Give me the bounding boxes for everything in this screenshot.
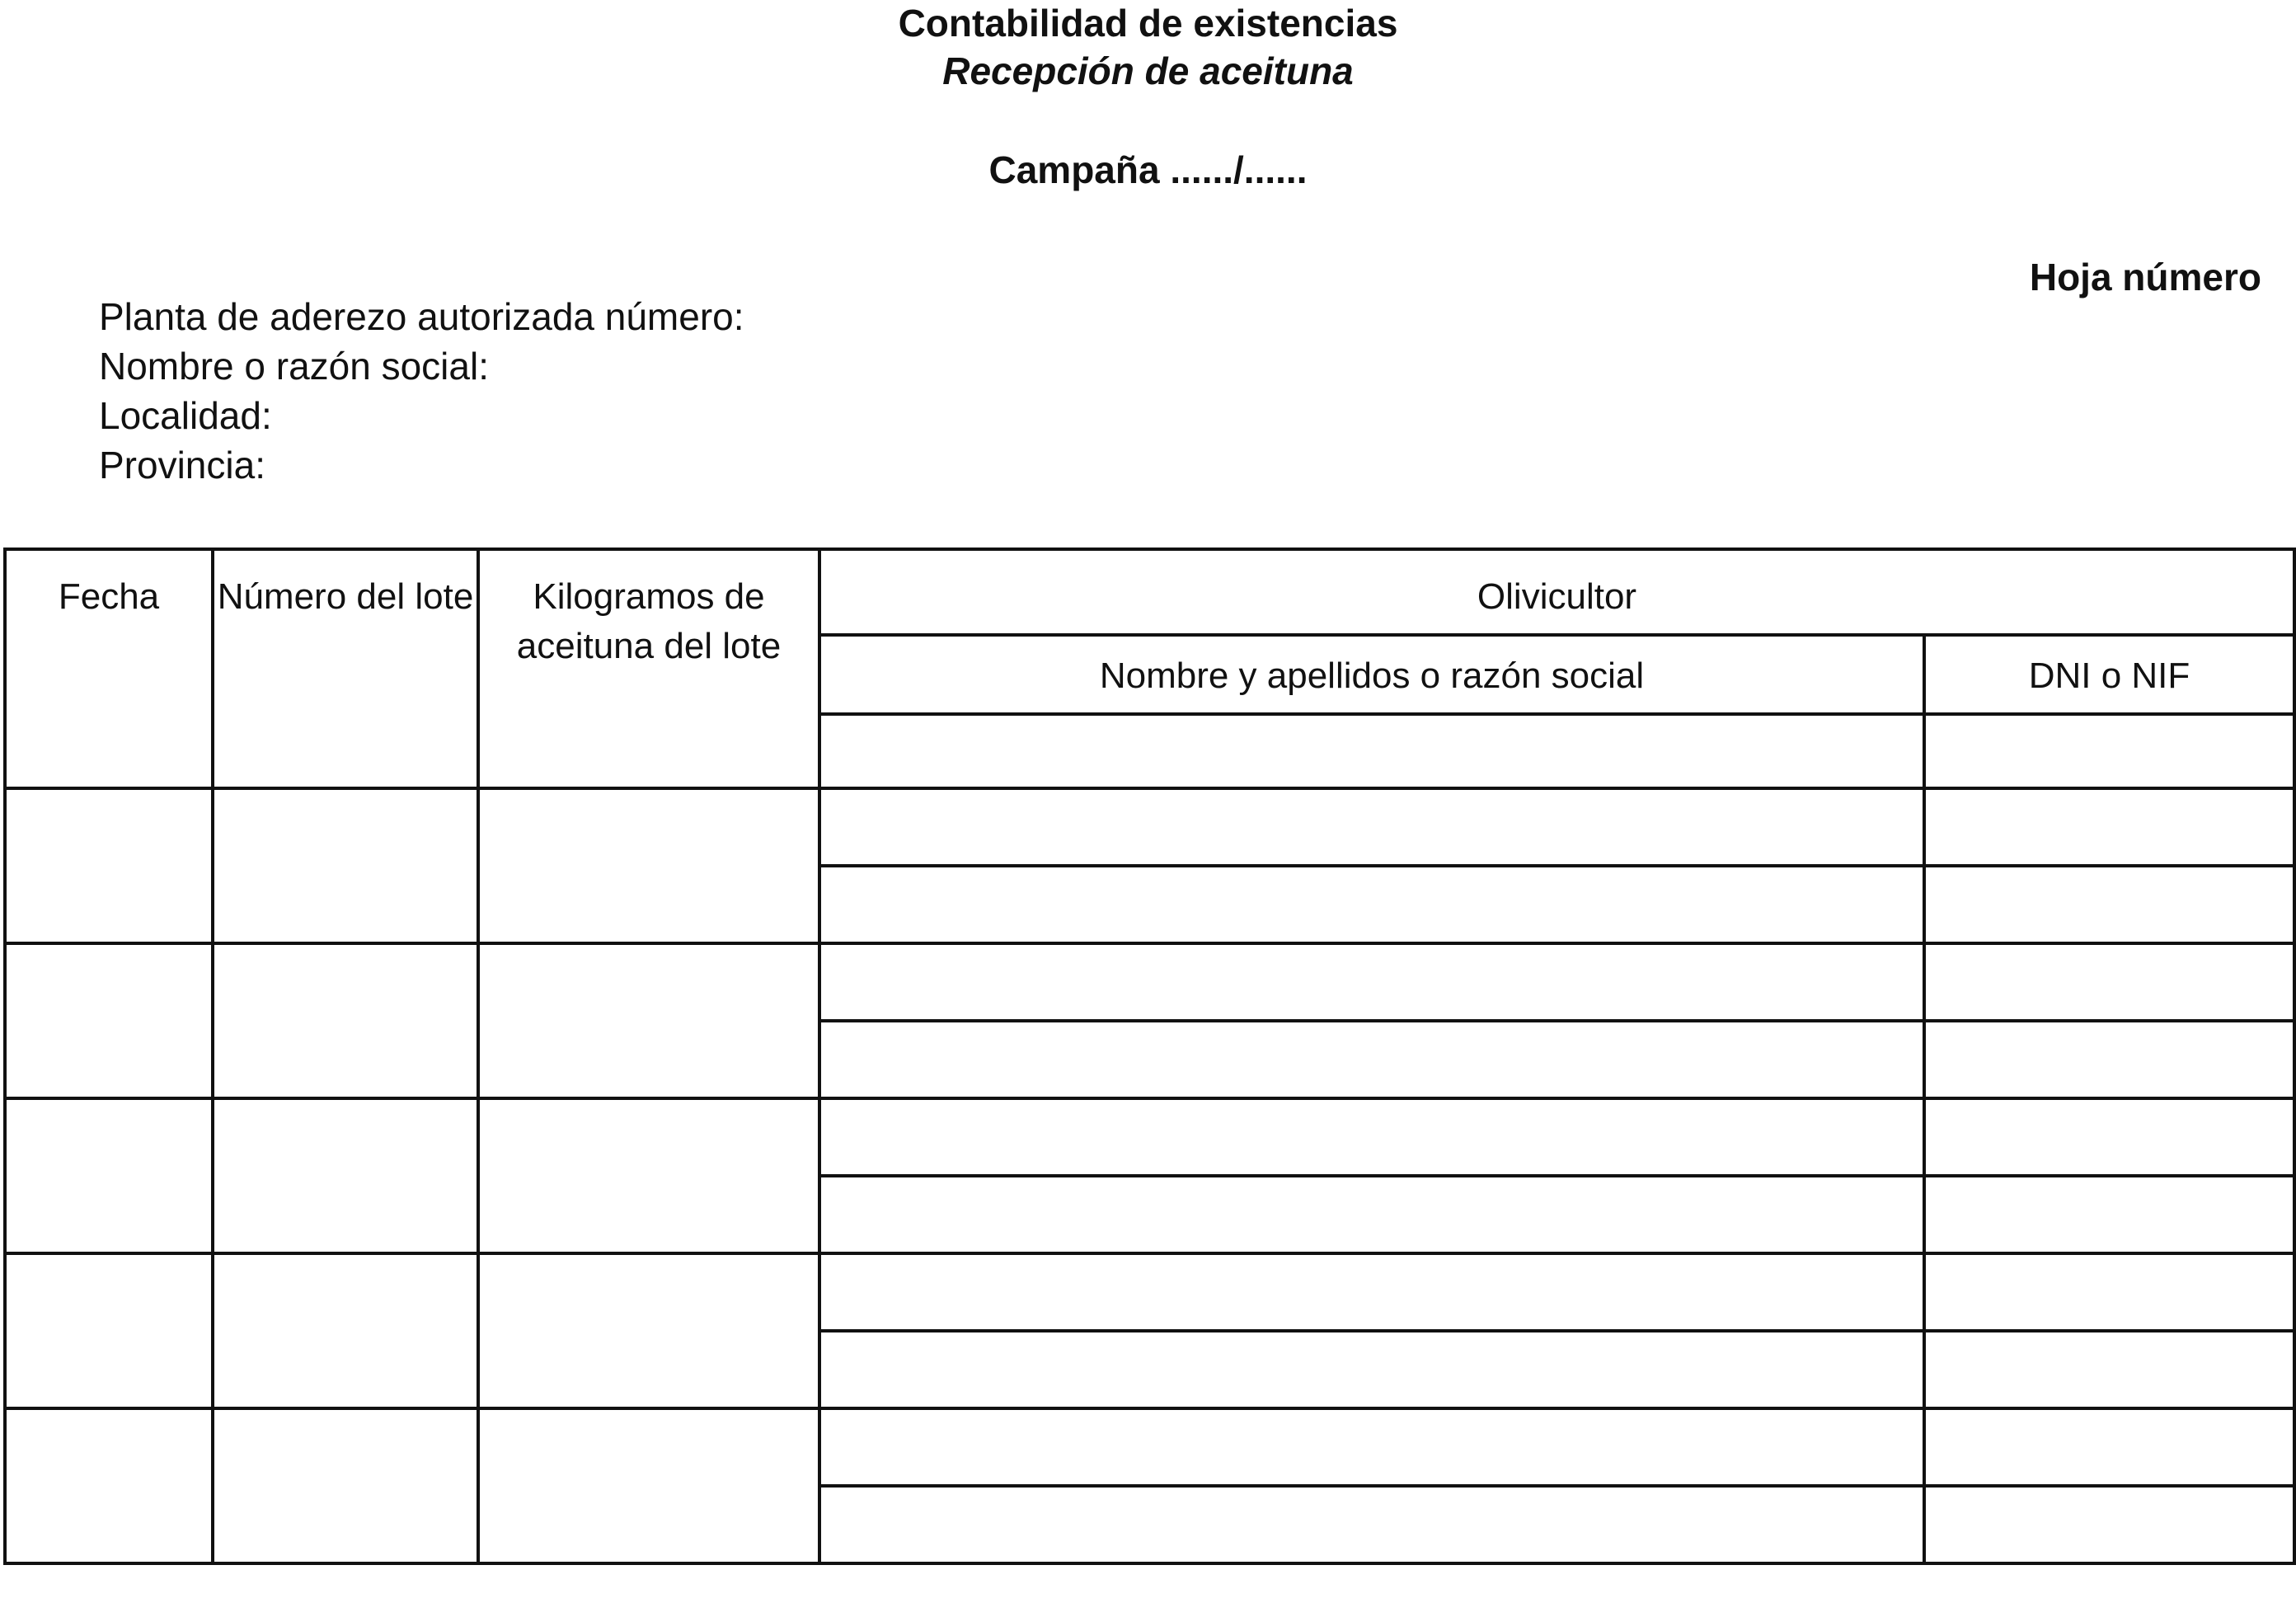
grower-name-cell[interactable] (819, 788, 1924, 866)
column-header-grower-name: Nombre y apellidos o razón social (819, 635, 1924, 714)
table-row (5, 1408, 2294, 1486)
column-group-grower: Olivicultor (819, 549, 2294, 635)
column-header-kilograms: Kilogramos de aceituna del lote (478, 549, 819, 788)
grower-id-cell[interactable] (1924, 1021, 2294, 1098)
grower-name-cell[interactable] (819, 1408, 1924, 1486)
plant-info-block (99, 292, 744, 490)
grower-id-cell[interactable] (1924, 788, 2294, 866)
table-row (5, 1253, 2294, 1331)
grower-name-cell[interactable] (819, 1021, 1924, 1098)
grower-id-cell[interactable] (1924, 866, 2294, 943)
grower-id-cell[interactable] (1924, 1408, 2294, 1486)
grower-name-cell[interactable] (819, 1253, 1924, 1331)
lot-number-cell[interactable] (213, 943, 478, 1098)
kilograms-cell[interactable] (478, 788, 819, 943)
date-cell[interactable] (5, 788, 213, 943)
grower-name-cell[interactable] (819, 1176, 1924, 1253)
lot-number-cell[interactable] (213, 1408, 478, 1563)
column-header-date: Fecha (5, 549, 213, 788)
locality-label: Localidad: (99, 394, 272, 437)
campaign-label: Campaña ....../...... (988, 148, 1308, 191)
grower-id-cell[interactable] (1924, 714, 2294, 788)
grower-id-cell[interactable] (1924, 1253, 2294, 1331)
entry-rows (5, 788, 2294, 1563)
form-title: Contabilidad de existencias (898, 2, 1398, 45)
grower-id-cell[interactable] (1924, 1098, 2294, 1176)
lot-number-cell[interactable] (213, 788, 478, 943)
form-subtitle: Recepción de aceituna (942, 49, 1354, 92)
lot-number-cell[interactable] (213, 1098, 478, 1253)
kilograms-cell[interactable] (478, 943, 819, 1098)
date-cell[interactable] (5, 1253, 213, 1408)
grower-name-cell[interactable] (819, 1486, 1924, 1563)
grower-id-cell[interactable] (1924, 1176, 2294, 1253)
date-cell[interactable] (5, 1408, 213, 1563)
grower-name-cell[interactable] (819, 866, 1924, 943)
table-row (5, 1098, 2294, 1176)
grower-id-cell[interactable] (1924, 1486, 2294, 1563)
table-row (5, 943, 2294, 1021)
grower-id-cell[interactable] (1924, 943, 2294, 1021)
date-cell[interactable] (5, 943, 213, 1098)
province-label: Provincia: (99, 444, 265, 486)
company-name-label: Nombre o razón social: (99, 345, 489, 388)
column-header-grower-id: DNI o NIF (1924, 635, 2294, 714)
grower-name-cell[interactable] (819, 1331, 1924, 1408)
sheet-number-label: Hoja número (2029, 256, 2261, 298)
date-cell[interactable] (5, 1098, 213, 1253)
reception-table (3, 548, 2296, 1565)
grower-name-cell[interactable] (819, 714, 1924, 788)
kilograms-cell[interactable] (478, 1098, 819, 1253)
kilograms-cell[interactable] (478, 1408, 819, 1563)
table-row (5, 788, 2294, 866)
plant-number-label: Planta de aderezo autorizada número: (99, 295, 744, 338)
grower-name-cell[interactable] (819, 1098, 1924, 1176)
grower-id-cell[interactable] (1924, 1331, 2294, 1408)
kilograms-cell[interactable] (478, 1253, 819, 1408)
column-header-lot-number: Número del lote (213, 549, 478, 788)
grower-name-cell[interactable] (819, 943, 1924, 1021)
lot-number-cell[interactable] (213, 1253, 478, 1408)
